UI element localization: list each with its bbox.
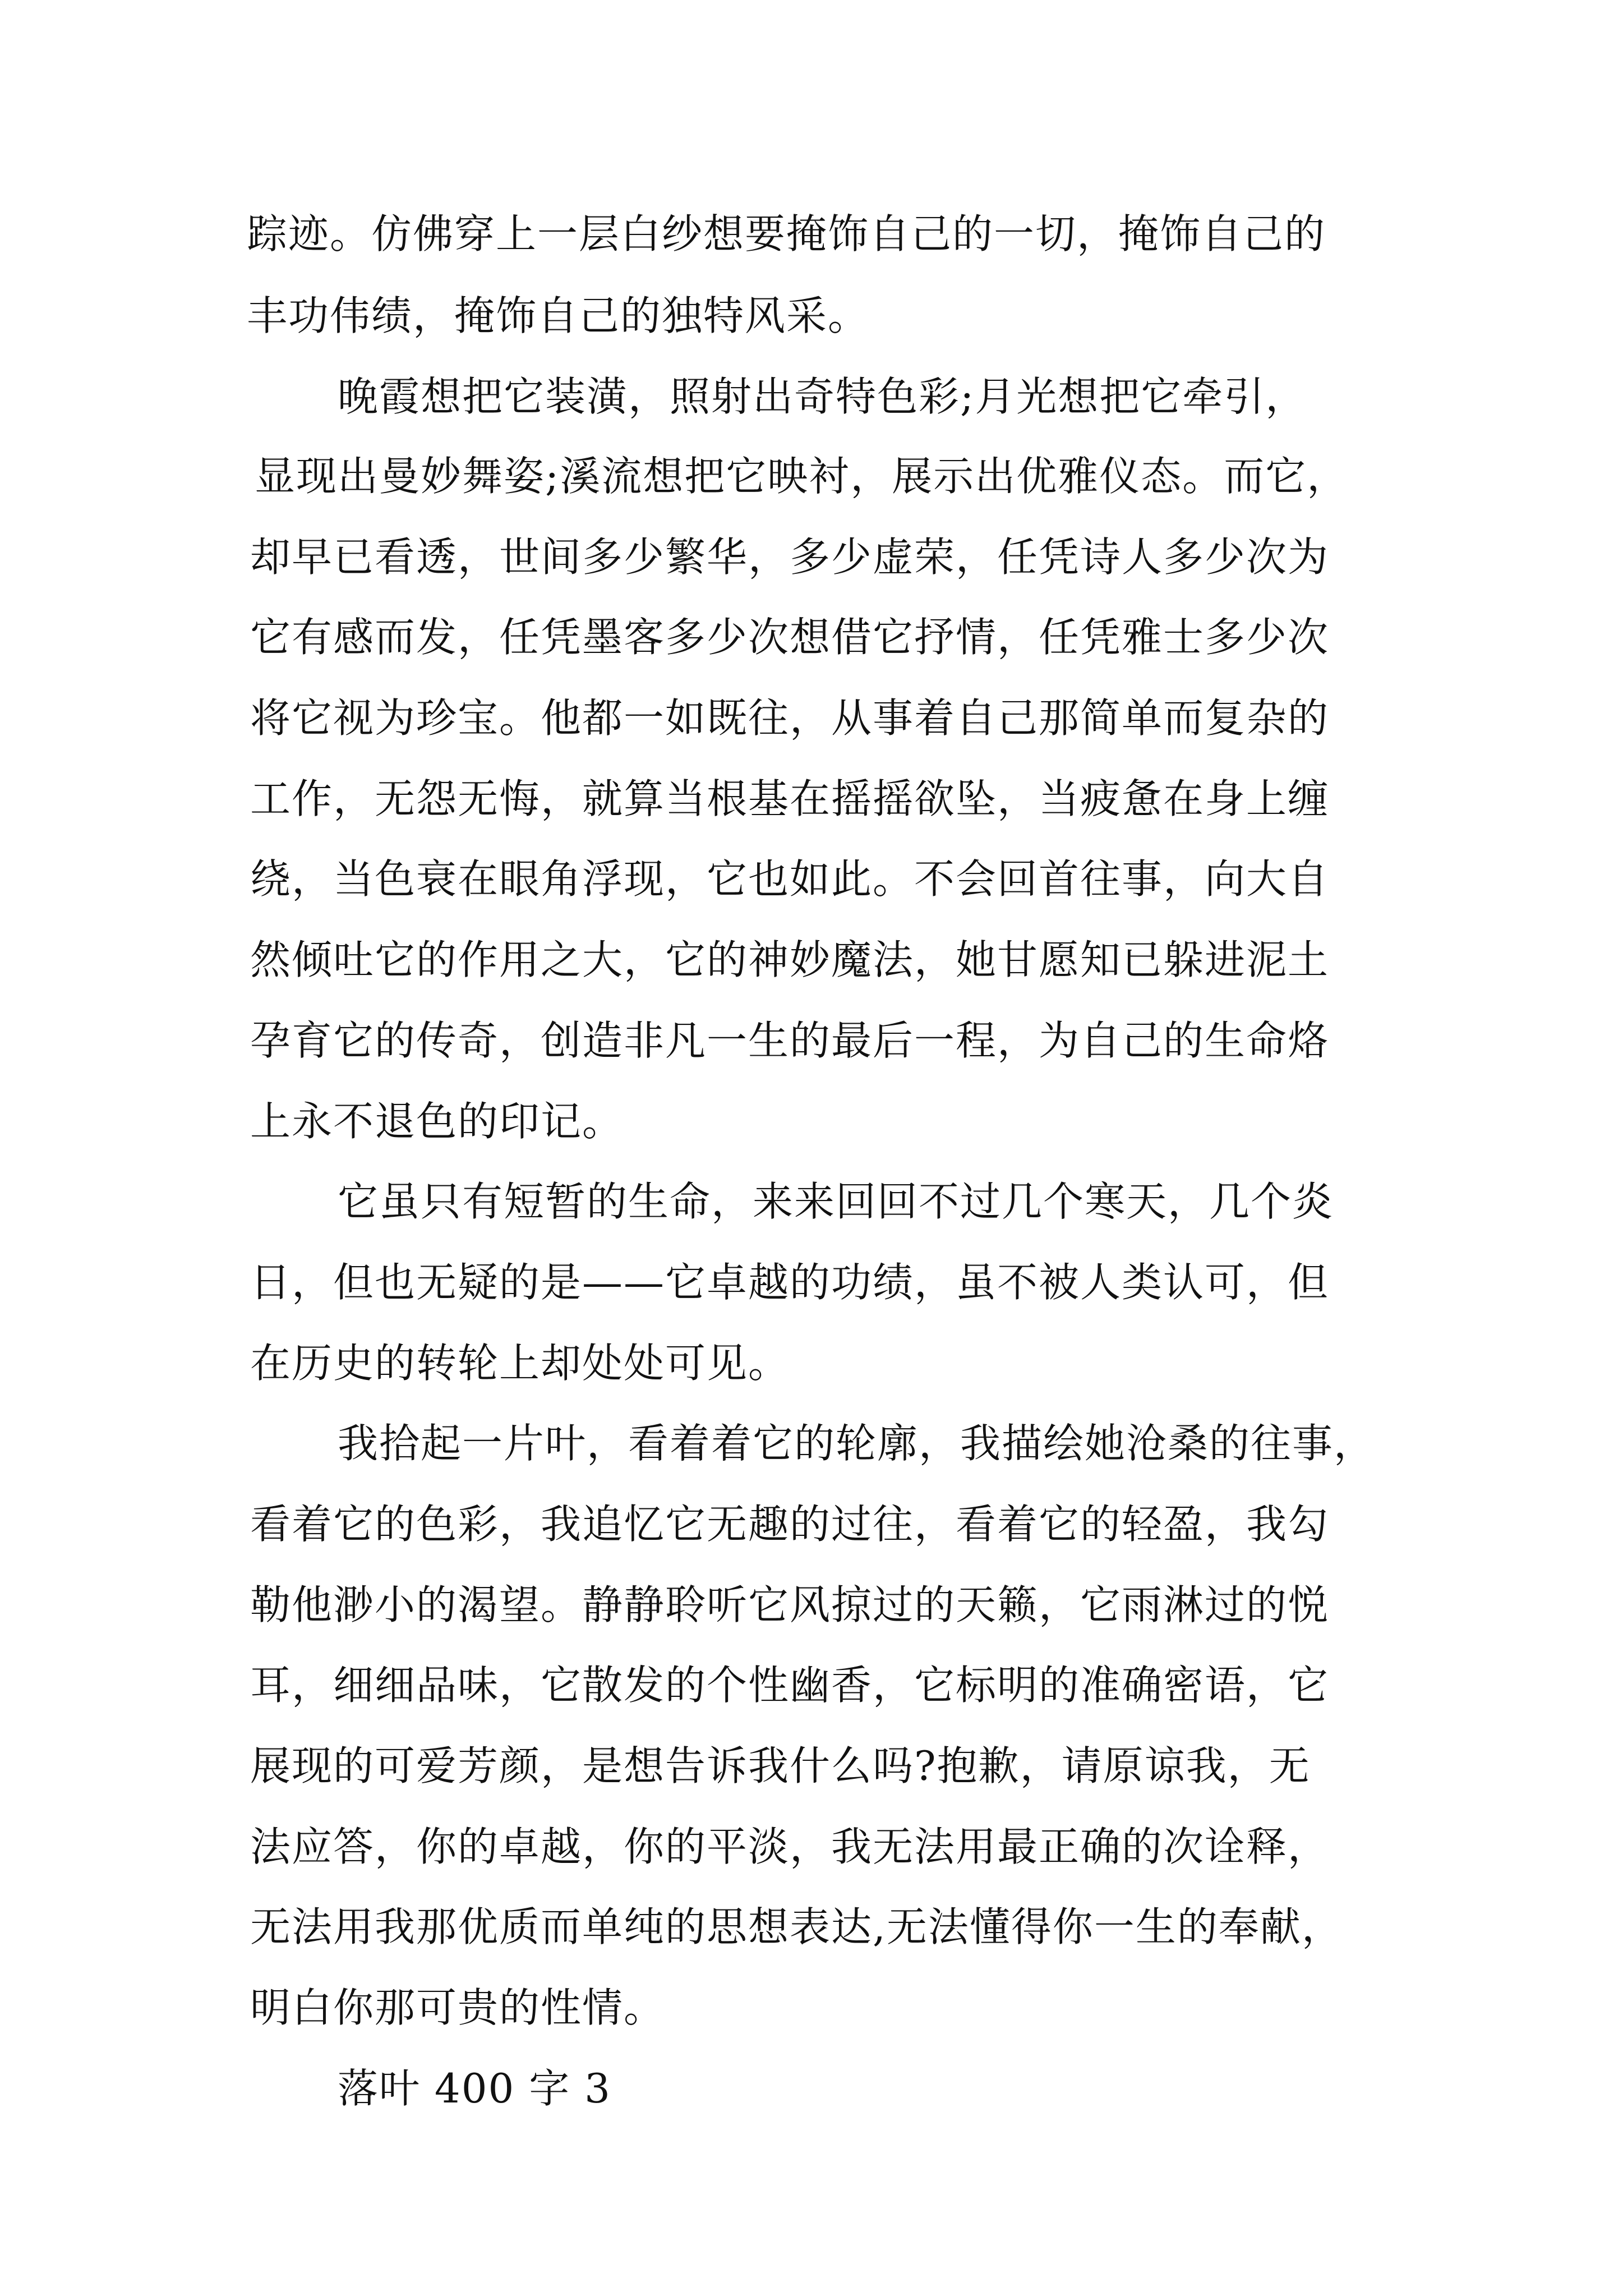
text-line: 孕育它的传奇，创造非凡一生的最后一程，为自己的生命烙 xyxy=(250,1017,1330,1064)
text-line: 法应答，你的卓越，你的平淡，我无法用最正确的次诠释， xyxy=(250,1823,1330,1870)
text-line: 上永不退色的印记。 xyxy=(250,1098,624,1145)
text-line: 它有感而发，任凭墨客多少次想借它抒情，任凭雅士多少次 xyxy=(250,614,1330,661)
text-line: 我拾起一片叶，看着着它的轮廓，我描绘她沧桑的往事， xyxy=(338,1420,1376,1467)
text-line: 无法用我那优质而单纯的思想表达,无法懂得你一生的奉献， xyxy=(250,1903,1343,1950)
text-line: 展现的可爱芳颜，是想告诉我什么吗?抱歉，请原谅我，无 xyxy=(250,1742,1311,1789)
text-line: 丰功伟绩，掩饰自己的独特风采。 xyxy=(247,292,870,339)
text-line: 勒他渺小的渴望。静静聆听它风掠过的天籁，它雨淋过的悦 xyxy=(250,1581,1330,1628)
text-line: 日，但也无疑的是——它卓越的功绩，虽不被人类认可，但 xyxy=(250,1259,1330,1306)
text-line: 踪迹。仿佛穿上一层白纱想要掩饰自己的一切，掩饰自己的 xyxy=(247,210,1326,257)
text-line: 耳，细细品味，它散发的个性幽香，它标明的准确密语，它 xyxy=(250,1662,1330,1709)
text-line: 却早已看透，世间多少繁华，多少虚荣，任凭诗人多少次为 xyxy=(250,533,1330,581)
text-line: 然倾吐它的作用之大，它的神妙魔法，她甘愿知已躲进泥土 xyxy=(250,936,1330,983)
text-line: 显现出曼妙舞姿;溪流想把它映衬，展示出优雅仪态。而它， xyxy=(255,453,1349,500)
text-line: 在历史的转轮上却处处可见。 xyxy=(250,1340,790,1387)
text-line: 它虽只有短暂的生命，来来回回不过几个寒天，几个炎 xyxy=(338,1178,1334,1225)
text-line: 将它视为珍宝。他都一如既往，从事着自己那简单而复杂的 xyxy=(250,694,1330,742)
text-line: 工作，无怨无悔，就算当根基在摇摇欲坠，当疲惫在身上缠 xyxy=(250,775,1330,822)
text-line: 晚霞想把它装潢，照射出奇特色彩;月光想把它牵引， xyxy=(338,373,1307,420)
text-line: 看着它的色彩，我追忆它无趣的过往，看着它的轻盈，我勾 xyxy=(250,1501,1330,1548)
text-line: 明白你那可贵的性情。 xyxy=(250,1984,666,2031)
text-line: 绕，当色衰在眼角浮现，它也如此。不会回首往事，向大自 xyxy=(250,855,1330,903)
section-heading: 落叶 400 字 3 xyxy=(338,2065,611,2112)
